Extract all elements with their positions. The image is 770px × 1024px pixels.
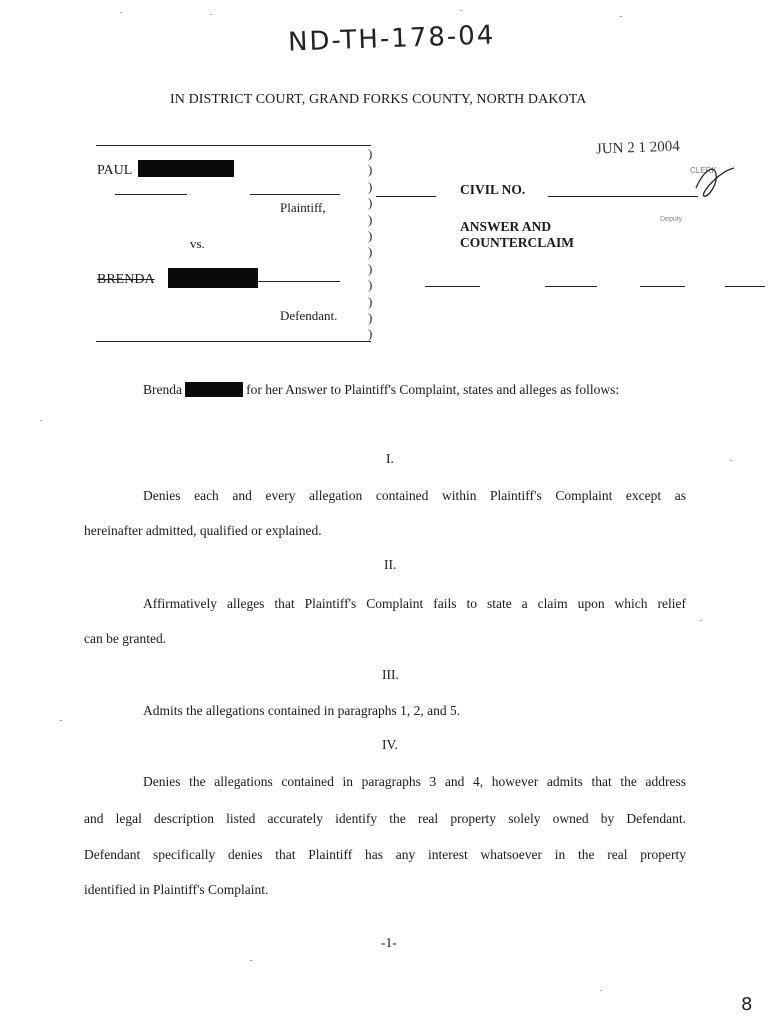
section-4-line-4: identified in Plaintiff's Complaint. [84,882,269,897]
court-header: IN DISTRICT COURT, GRAND FORKS COUNTY, NORTH DAKOTA [170,92,587,107]
versus-label: vs. [190,236,205,251]
defendant-underline [258,281,340,282]
intro-text: , for her Answer to Plaintiff's Complaint, states and alleges as follows: [239,382,620,397]
redaction-bar [168,268,258,288]
scan-speck [730,460,732,461]
section-2-numeral: II. [384,557,397,572]
page-number: -1- [381,935,397,950]
section-4-numeral: IV. [382,737,398,752]
plaintiff-name: PAUL [97,163,133,178]
scan-speck [120,12,122,13]
section-3-line-1: Admits the allegations contained in paragraphs 1, 2, and 5. [143,703,461,718]
filing-stamp [590,78,740,223]
scan-speck [700,620,702,621]
section-1-line-1: Denies each and every allegation contained within Plaintiff's Complaint except as [143,488,686,503]
scan-speck [40,420,42,421]
intro-paragraph [143,381,619,399]
scan-speck [210,14,212,15]
civil-number-line [548,196,698,197]
scan-speck [600,990,602,991]
caption-bottom-rule [96,341,371,342]
section-2-line-1: Affirmatively alleges that Plaintiff's Complaint fails to state a claim upon which relief [143,596,686,611]
section-3-numeral: III. [382,667,399,682]
scan-speck [60,720,62,721]
document-title-line-2: COUNTERCLAIM [460,235,575,250]
caption-mid-rule [376,196,436,197]
handwritten-case-number: ND-TH-178-04 [287,20,496,58]
section-1-numeral: I. [386,451,394,466]
stamp-clerk: CLERK [690,166,717,175]
caption-top-rule [96,145,371,146]
caption-brackets: ) ) ) ) ) ) ) ) ) ) ) ) [368,146,373,342]
caption-right-rule [425,286,480,287]
defendant-role: Defendant. [280,308,338,323]
plaintiff-underline [115,194,187,195]
clerk-signature-icon [690,164,740,204]
section-1-line-2: hereinafter admitted, qualified or explained. [84,523,322,538]
civil-number-label: CIVIL NO. [460,182,526,197]
section-4-line-3: Defendant specifically denies that Plaintiff has any interest whatsoever in the real property [84,847,686,862]
scan-speck [620,16,622,17]
scan-speck [460,10,462,11]
plaintiff-underline-2 [250,194,340,195]
section-2-line-2: can be granted. [84,631,167,646]
corner-mark: 8 [741,994,755,1015]
stamp-date: JUN 2 1 2004 [595,138,681,158]
defendant-name: BRENDA [97,272,155,287]
redaction-bar [185,382,243,397]
redaction-bar [138,160,234,177]
caption-right-rule [545,286,597,287]
intro-name: Brenda [143,382,182,397]
plaintiff-role: Plaintiff, [280,200,326,215]
section-4-line-2: and legal description listed accurately identify the real property solely owned by Defendant. [84,811,686,826]
caption-right-rule [640,286,685,287]
stamp-deputy: Deputy [660,216,683,223]
document-title-line-1: ANSWER AND [460,219,552,234]
caption-right-rule [725,286,765,287]
scan-speck [250,960,252,961]
section-4-line-1: Denies the allegations contained in paragraphs 3 and 4, however admits that the address [143,774,686,789]
